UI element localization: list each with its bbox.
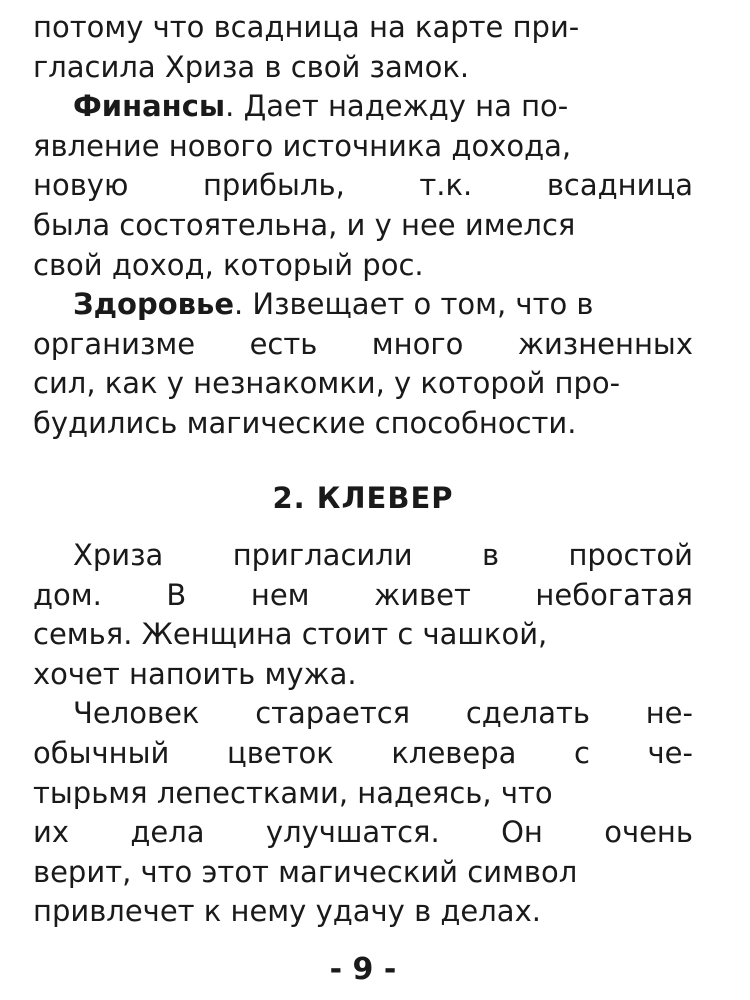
word: жизненных	[517, 326, 693, 361]
text-line-content: будились магические способности.	[33, 405, 577, 440]
text-line-content: привлечет к нему удачу в делах.	[33, 894, 541, 929]
word: прибыль,	[202, 168, 345, 203]
text-line-justified	[33, 694, 693, 734]
text-line-content: семья. Женщина стоит с чашкой,	[33, 617, 548, 652]
text-line-justified	[33, 813, 693, 853]
word: простой	[568, 538, 693, 572]
book-page	[33, 0, 693, 1000]
word: организме	[33, 326, 196, 361]
word: обычный	[33, 735, 170, 770]
text-line	[33, 892, 693, 932]
text-line	[33, 246, 693, 286]
text-line	[33, 8, 693, 48]
page-number: - 9 -	[329, 952, 397, 987]
text-line	[33, 615, 693, 655]
text-line-justified	[33, 576, 693, 616]
text-line	[33, 127, 693, 167]
word: небогатая	[535, 577, 693, 612]
word: в	[481, 538, 500, 572]
text-line-content: верит, что этот магический символ	[33, 854, 578, 889]
word: с	[574, 735, 590, 770]
finance-line-content	[73, 87, 568, 127]
word: всадница	[546, 168, 693, 203]
text-line-content: хочет напоить мужа.	[33, 656, 357, 691]
text-line-justified	[33, 325, 693, 365]
text-line-content: тырьмя лепестками, надеясь, что	[33, 775, 553, 810]
word: новую	[33, 168, 129, 203]
word: есть	[249, 326, 318, 361]
word: очень	[604, 815, 693, 850]
word: много	[371, 326, 464, 361]
text-line	[33, 364, 693, 404]
word: старается	[255, 696, 411, 731]
word: пригласили	[232, 538, 413, 572]
text-line-content: гласила Хриза в свой замок.	[33, 49, 470, 84]
word: не-	[645, 696, 693, 731]
word: живет	[374, 577, 471, 612]
word: Хриза	[73, 538, 164, 572]
word: сделать	[465, 696, 590, 731]
health-label: Здоровье	[73, 287, 234, 322]
health-paragraph-start	[33, 285, 693, 325]
finance-paragraph-start	[33, 87, 693, 127]
text-line-justified	[33, 536, 693, 576]
word: Он	[501, 815, 543, 850]
word: че-	[647, 735, 693, 770]
text-line	[33, 655, 693, 695]
text-line-content: свой доход, который рос.	[33, 247, 424, 282]
text-line	[33, 404, 693, 444]
health-text: . Извещает о том, что в	[234, 287, 594, 322]
finance-label: Финансы	[73, 89, 226, 124]
chapter-heading: 2. КЛЕВЕР	[272, 481, 454, 515]
word: дом.	[33, 577, 102, 612]
word: улучшатся.	[265, 815, 440, 850]
text-block-1	[33, 8, 693, 444]
word: В	[166, 577, 187, 612]
text-line-content: была состоятельна, и у нее имелся	[33, 207, 576, 242]
word: клевера	[391, 735, 517, 770]
text-line	[33, 206, 693, 246]
word: дела	[130, 815, 205, 850]
text-block-2	[33, 536, 693, 932]
text-line	[33, 48, 693, 88]
text-line	[33, 853, 693, 893]
text-line	[33, 774, 693, 814]
word: Человек	[73, 696, 200, 731]
word: нем	[250, 577, 310, 612]
word: цветок	[226, 735, 334, 770]
word: т.к.	[419, 168, 473, 203]
text-line-content: потому что всадница на карте при-	[33, 10, 580, 44]
text-line-content: явление нового источника дохода,	[33, 128, 572, 163]
word: их	[33, 815, 70, 850]
finance-text: . Дает надежду на по-	[225, 89, 569, 124]
text-line-content: сил, как у незнакомки, у которой про-	[33, 366, 621, 401]
text-line-justified	[33, 166, 693, 206]
text-line-justified	[33, 734, 693, 774]
